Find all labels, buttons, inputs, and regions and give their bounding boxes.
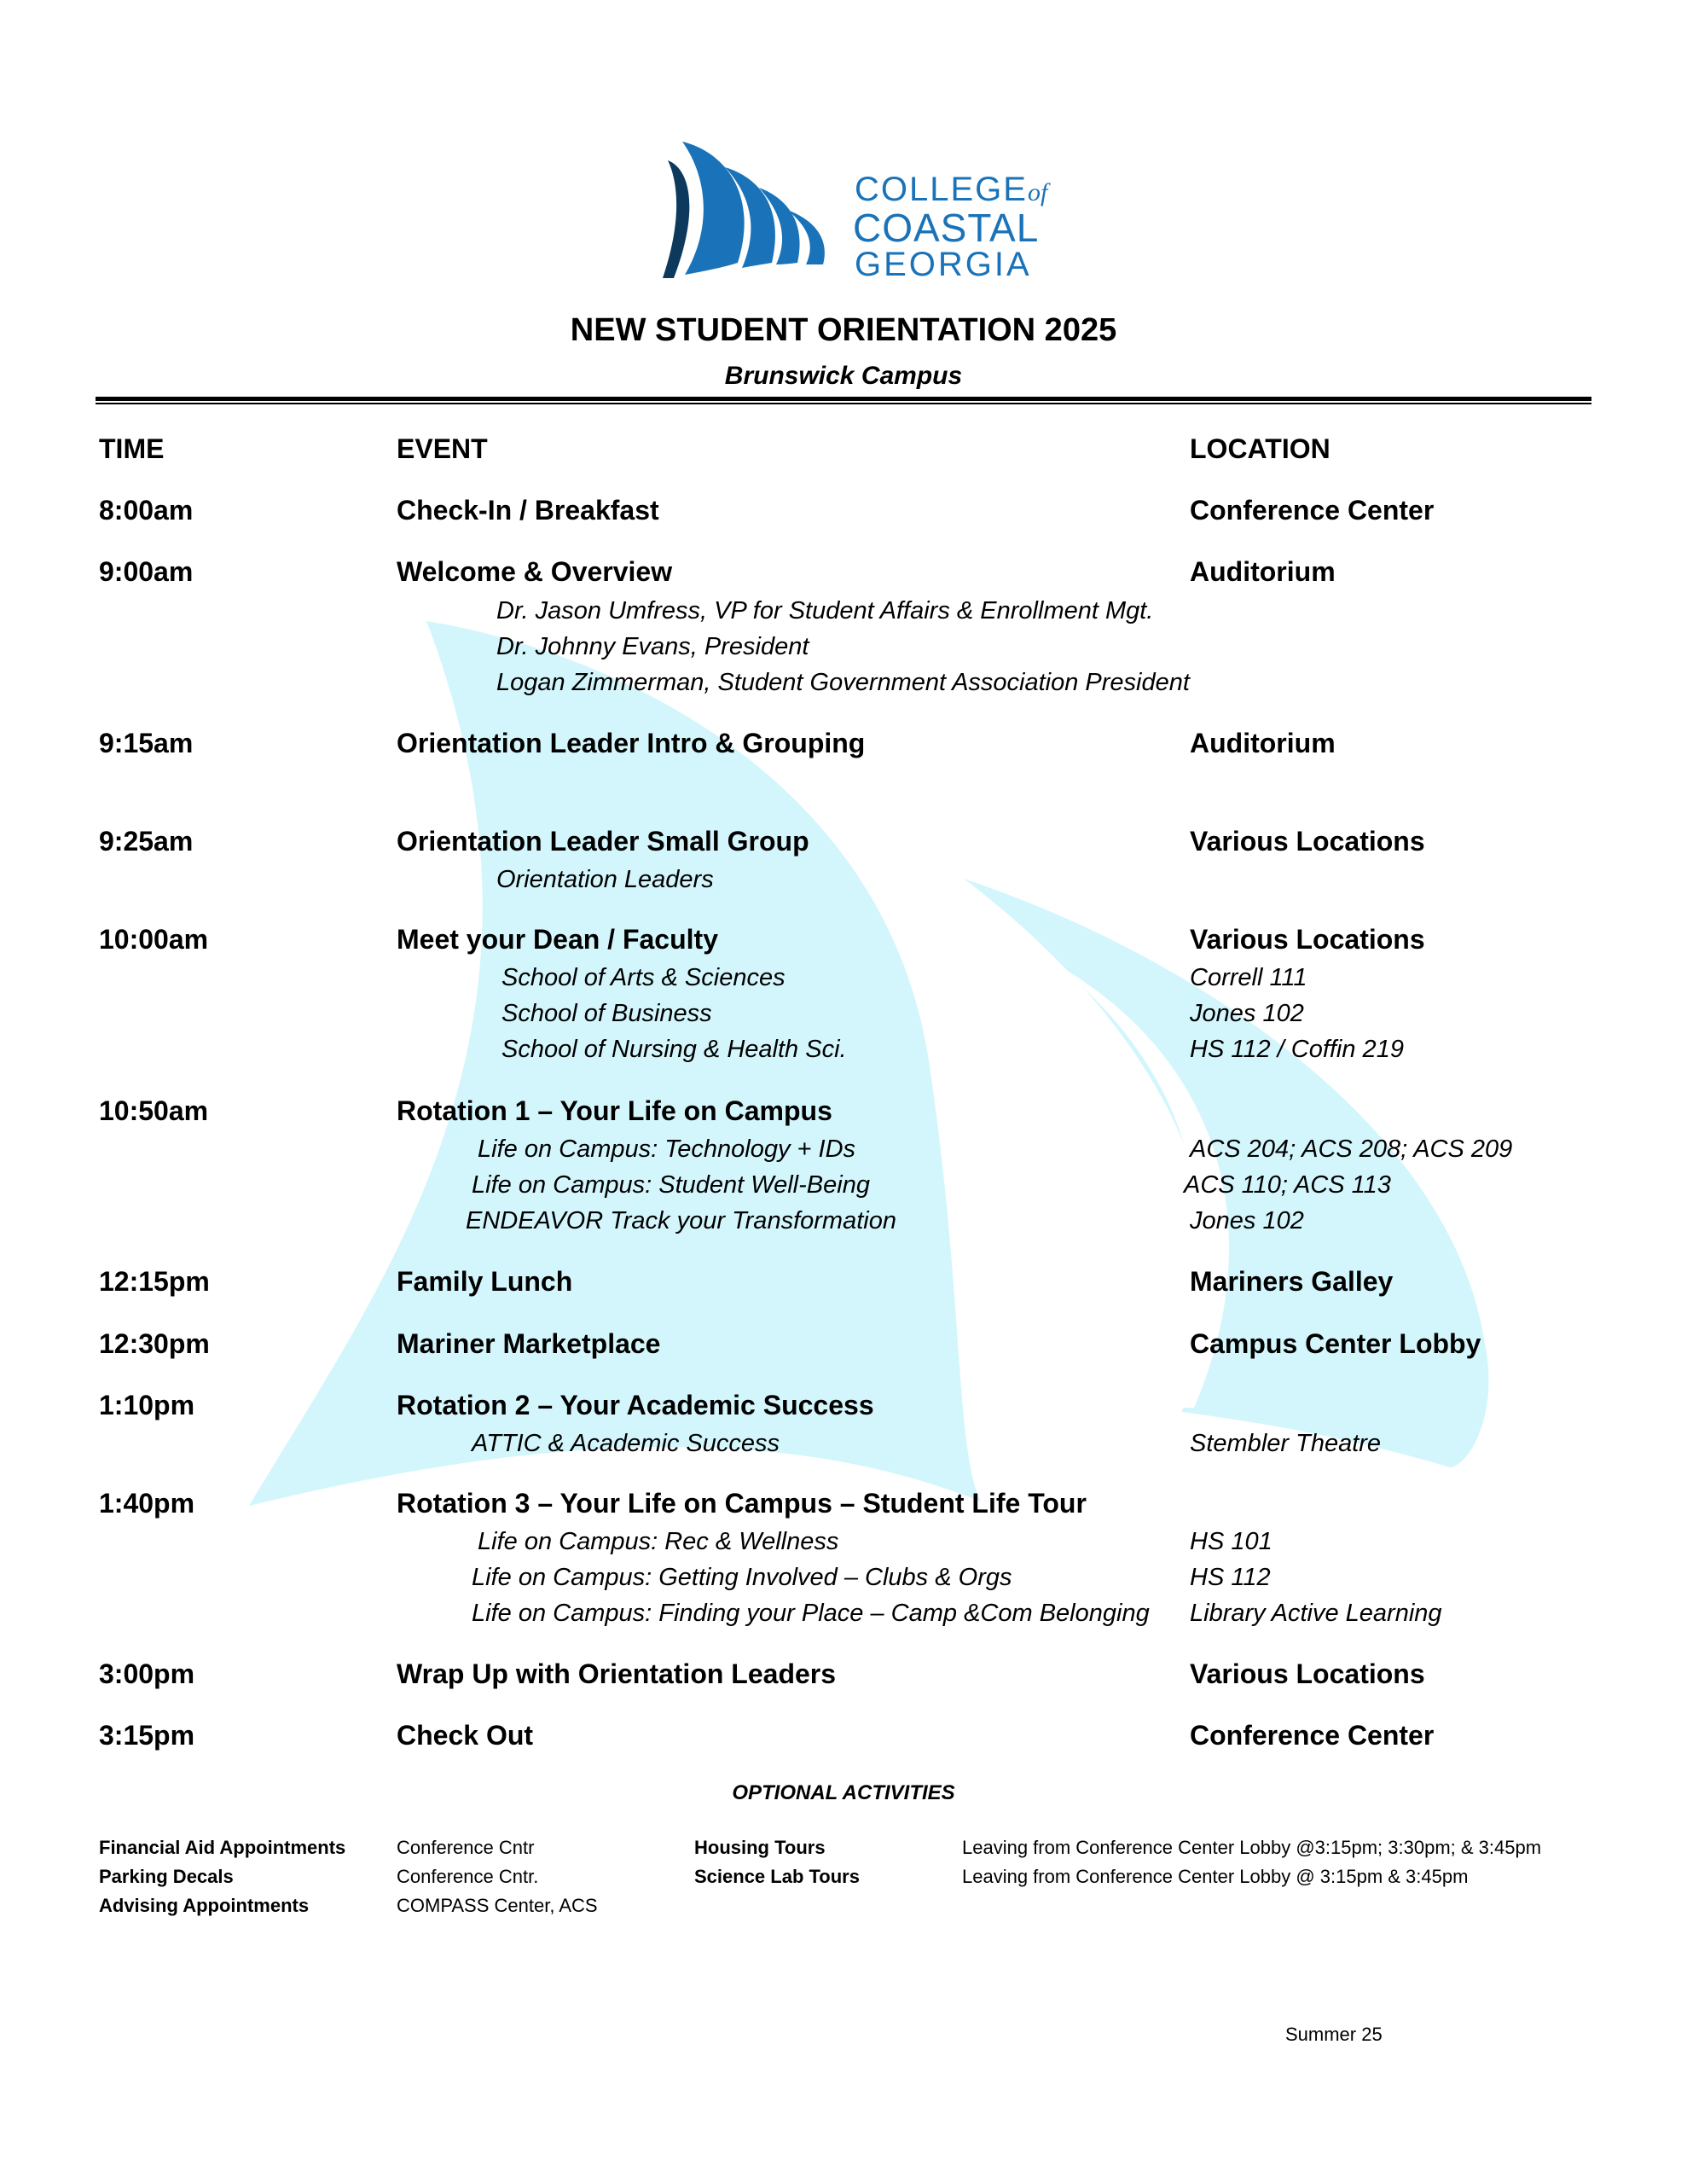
schedule-detail-location: HS 101 bbox=[1190, 1528, 1272, 1555]
schedule-event: Welcome & Overview bbox=[397, 556, 673, 587]
schedule-location: Various Locations bbox=[1190, 924, 1425, 955]
schedule-detail-location: Jones 102 bbox=[1190, 1207, 1304, 1234]
schedule-detail: Life on Campus: Student Well-Being bbox=[472, 1171, 870, 1199]
optional-item-name: Parking Decals bbox=[99, 1866, 234, 1887]
footer-note: Summer 25 bbox=[1285, 2024, 1383, 2045]
optional-item-location: Conference Cntr bbox=[397, 1837, 535, 1858]
schedule-detail: School of Nursing & Health Sci. bbox=[501, 1036, 847, 1063]
logo-of-text: of bbox=[1027, 178, 1048, 206]
schedule-event: Wrap Up with Orientation Leaders bbox=[397, 1658, 837, 1689]
schedule-detail-location: Correll 111 bbox=[1190, 964, 1307, 991]
schedule-time: 9:00am bbox=[99, 556, 194, 587]
schedule-event: Family Lunch bbox=[397, 1266, 573, 1297]
schedule-detail: Life on Campus: Getting Involved – Clubs & Orgs bbox=[472, 1564, 1012, 1591]
schedule-detail: ATTIC & Academic Success bbox=[472, 1430, 780, 1457]
schedule-location: Auditorium bbox=[1190, 728, 1336, 758]
page-subtitle: Brunswick Campus bbox=[724, 362, 963, 390]
schedule-event: Orientation Leader Small Group bbox=[397, 826, 809, 857]
schedule-detail: Orientation Leaders bbox=[496, 866, 714, 893]
optional-item-name: Housing Tours bbox=[694, 1837, 826, 1858]
schedule-time: 1:40pm bbox=[99, 1488, 195, 1519]
schedule-time: 9:25am bbox=[99, 826, 194, 857]
schedule-time: 12:15pm bbox=[99, 1266, 210, 1297]
schedule-detail: School of Business bbox=[501, 1000, 712, 1027]
column-header-event: EVENT bbox=[397, 433, 488, 464]
schedule-detail: School of Arts & Sciences bbox=[501, 964, 786, 991]
schedule-event: Meet your Dean / Faculty bbox=[397, 924, 718, 955]
schedule-location: Various Locations bbox=[1190, 826, 1425, 857]
column-header-time: TIME bbox=[99, 433, 165, 464]
schedule-detail-location: ACS 110; ACS 113 bbox=[1184, 1171, 1391, 1199]
optional-item-location: Leaving from Conference Center Lobby @ 3:15pm & 3:45pm bbox=[962, 1866, 1469, 1887]
logo-college-text: COLLEGEof bbox=[855, 171, 1048, 208]
optional-item-location: Leaving from Conference Center Lobby @3:15pm; 3:30pm; & 3:45pm bbox=[962, 1837, 1542, 1858]
schedule-time: 9:15am bbox=[99, 728, 194, 758]
optional-item-name: Advising Appointments bbox=[99, 1895, 310, 1916]
schedule-detail: Dr. Johnny Evans, President bbox=[496, 633, 809, 660]
schedule-time: 10:50am bbox=[99, 1095, 209, 1126]
schedule-detail: Life on Campus: Rec & Wellness bbox=[478, 1528, 839, 1555]
schedule-location: Mariners Galley bbox=[1190, 1266, 1394, 1297]
schedule-detail: Dr. Jason Umfress, VP for Student Affairs & Enrollment Mgt. bbox=[496, 597, 1154, 624]
schedule-event: Orientation Leader Intro & Grouping bbox=[397, 728, 866, 758]
schedule-location: Campus Center Lobby bbox=[1190, 1328, 1481, 1359]
schedule-detail-location: HS 112 / Coffin 219 bbox=[1190, 1036, 1404, 1063]
header-rule-thin bbox=[96, 403, 1591, 404]
schedule-detail-location: ACS 204; ACS 208; ACS 209 bbox=[1190, 1136, 1513, 1163]
schedule-event: Check Out bbox=[397, 1720, 534, 1751]
logo-georgia-text: GEORGIA bbox=[855, 246, 1032, 283]
optional-item-location: Conference Cntr. bbox=[397, 1866, 539, 1887]
optional-item-name: Financial Aid Appointments bbox=[99, 1837, 346, 1858]
optional-activities-title: OPTIONAL ACTIVITIES bbox=[732, 1781, 955, 1804]
schedule-event: Rotation 1 – Your Life on Campus bbox=[397, 1095, 832, 1126]
schedule-location: Conference Center bbox=[1190, 495, 1435, 526]
schedule-detail-location: HS 112 bbox=[1190, 1564, 1271, 1591]
schedule-detail-location: Library Active Learning bbox=[1190, 1600, 1442, 1627]
schedule-location: Various Locations bbox=[1190, 1658, 1425, 1689]
logo-coastal-text: COASTAL bbox=[853, 206, 1040, 250]
schedule-time: 3:15pm bbox=[99, 1720, 195, 1751]
schedule-event: Check-In / Breakfast bbox=[397, 495, 659, 526]
schedule-detail-location: Stembler Theatre bbox=[1190, 1430, 1382, 1457]
sail-logo-icon bbox=[644, 135, 840, 284]
schedule-detail: Life on Campus: Technology + IDs bbox=[478, 1136, 856, 1163]
schedule-event: Mariner Marketplace bbox=[397, 1328, 661, 1359]
header-rule bbox=[96, 397, 1591, 401]
schedule-detail: Life on Campus: Finding your Place – Camp &Com Belonging bbox=[472, 1600, 1150, 1627]
optional-item-name: Science Lab Tours bbox=[694, 1866, 860, 1887]
schedule-time: 8:00am bbox=[99, 495, 194, 526]
optional-item-location: COMPASS Center, ACS bbox=[397, 1895, 598, 1916]
schedule-detail: ENDEAVOR Track your Transformation bbox=[466, 1207, 896, 1234]
schedule-time: 12:30pm bbox=[99, 1328, 210, 1359]
schedule-location: Conference Center bbox=[1190, 1720, 1435, 1751]
schedule-event: Rotation 3 – Your Life on Campus – Student Life Tour bbox=[397, 1488, 1087, 1519]
schedule-event: Rotation 2 – Your Academic Success bbox=[397, 1390, 874, 1420]
schedule-detail: Logan Zimmerman, Student Government Association President bbox=[496, 669, 1190, 696]
schedule-detail-location: Jones 102 bbox=[1190, 1000, 1304, 1027]
schedule-time: 1:10pm bbox=[99, 1390, 195, 1420]
schedule-time: 10:00am bbox=[99, 924, 209, 955]
schedule-time: 3:00pm bbox=[99, 1658, 195, 1689]
page-title: NEW STUDENT ORIENTATION 2025 bbox=[570, 312, 1117, 348]
column-header-location: LOCATION bbox=[1190, 433, 1330, 464]
schedule-location: Auditorium bbox=[1190, 556, 1336, 587]
